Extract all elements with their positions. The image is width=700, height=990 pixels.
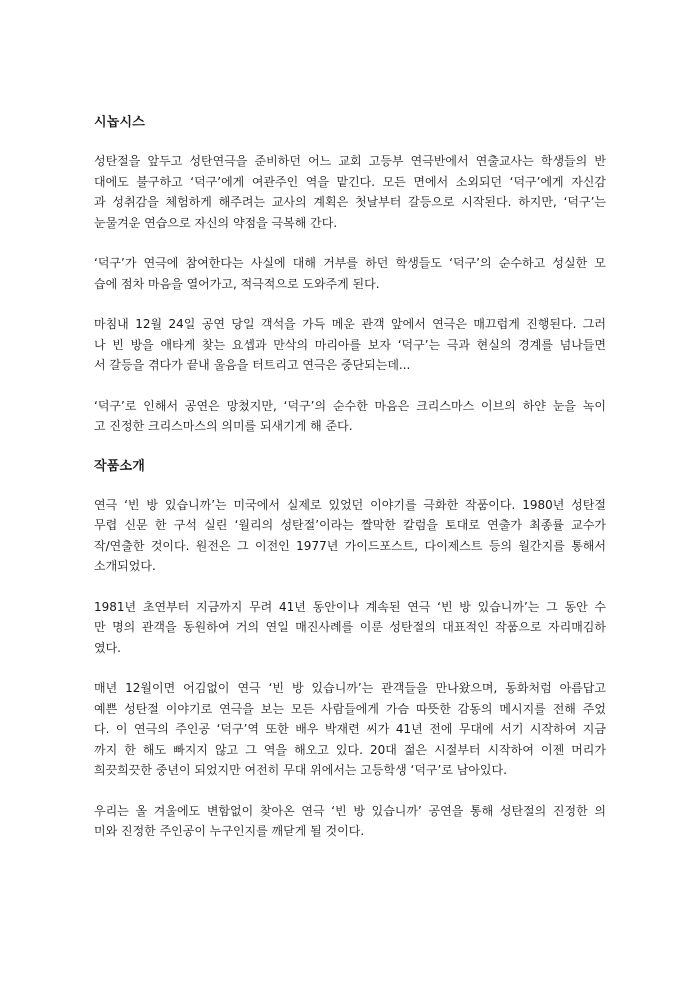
paragraph-line: 과 성취감을 체험하게 해주려는 교사의 계획은 첫날부터 갈등으로 시작된다. 하지만, ‘덕구’는 bbox=[94, 195, 606, 209]
synopsis-paragraph bbox=[94, 253, 606, 294]
paragraph-line: 성탄절을 앞두고 성탄연극을 준비하던 어느 교회 고등부 연극반에서 연출교사는 학생들의 반 bbox=[94, 154, 606, 168]
introduction-paragraph bbox=[94, 495, 606, 577]
introduction-paragraph bbox=[94, 597, 606, 659]
paragraph-line: 1981년 초연부터 지금까지 무려 41년 동안이나 계속된 연극 ‘빈 방 있습니까’는 그 동안 수 bbox=[94, 599, 606, 614]
paragraph-line: 서 갈등을 겪다가 끝내 울음을 터트리고 연극은 중단되는데... bbox=[94, 358, 411, 372]
paragraph-line: 매년 12월이면 어김없이 연극 ‘빈 방 있습니까’는 관객들을 만나왔으며, 동화처럼 아름답고 bbox=[94, 681, 606, 695]
paragraph-line: 무렵 신문 한 구석 실린 ‘월리의 성탄절’이라는 짤막한 칼럼을 토대로 연출가 최종률 교수가 bbox=[94, 518, 606, 532]
paragraph-line: 희끗희끗한 중년이 되었지만 여전히 무대 위에서는 고등학생 ‘덕구’로 남아있다. bbox=[94, 763, 507, 777]
paragraph-line: 눈물겨운 연습으로 자신의 약점을 극복해 간다. bbox=[94, 215, 338, 230]
paragraph-line: 였다. bbox=[94, 640, 121, 655]
paragraph-line: 우리는 올 겨울에도 변함없이 찾아온 연극 ‘빈 방 있습니까’ 공연을 통해 성탄절의 진정한 의 bbox=[94, 803, 606, 818]
paragraph-line: 나 빈 방을 애타게 찾는 요셉과 만삭의 마리아를 보자 ‘덕구’는 극과 현실의 경계를 넘나들면 bbox=[94, 337, 606, 352]
synopsis-body bbox=[94, 151, 606, 437]
paragraph-line: 습에 점차 마음을 열어가고, 적극적으로 도와주게 된다. bbox=[94, 276, 380, 291]
synopsis-heading: 시놉시스 bbox=[94, 115, 146, 130]
synopsis-paragraph bbox=[94, 396, 606, 437]
paragraph-line: 마침내 12월 24일 공연 당일 객석을 가득 메운 관객 앞에서 연극은 매끄럽게 진행된다. 그러 bbox=[94, 317, 606, 331]
paragraph-line: 작/연출한 것이다. 원전은 그 이전인 1977년 가이드포스트, 다이제스트 등의 월간지를 통해서 bbox=[94, 538, 606, 553]
introduction-paragraph bbox=[94, 678, 606, 781]
paragraph-line: 만 명의 관객을 동원하여 거의 연일 매진사례를 이룬 성탄절의 대표적인 작품으로 자리매김하 bbox=[94, 620, 606, 634]
paragraph-line: 예쁜 성탄절 이야기로 연극을 보는 모든 사람들에게 가슴 따뜻한 감동의 메시지를 전해 주었 bbox=[94, 701, 606, 716]
paragraph-line: ‘덕구’로 인해서 공연은 망쳤지만, ‘덕구’의 순수한 마음은 크리스마스 이브의 하얀 눈을 녹이 bbox=[94, 398, 606, 413]
paragraph-line: 까지 한 해도 빠지지 않고 그 역을 해오고 있다. 20대 젊은 시절부터 시작하여 이젠 머리가 bbox=[94, 742, 606, 757]
introduction-body bbox=[94, 495, 606, 842]
paragraph-line: 연극 ‘빈 방 있습니까’는 미국에서 실제로 있었던 이야기를 극화한 작품이다. 1980년 성탄절 bbox=[94, 497, 606, 512]
introduction-section bbox=[94, 457, 606, 842]
paragraph-line: ‘덕구’가 연극에 참여한다는 사실에 대해 거부를 하던 학생들도 ‘덕구’의 순수하고 성실한 모 bbox=[94, 256, 606, 270]
introduction-paragraph bbox=[94, 801, 606, 842]
paragraph-line: 미와 진정한 주인공이 누구인지를 깨닫게 될 것이다. bbox=[94, 824, 365, 838]
paragraph-line: 소개되었다. bbox=[94, 559, 156, 573]
synopsis-section bbox=[94, 113, 606, 437]
paragraph-line: 다. 이 연극의 주인공 ‘덕구’역 또한 배우 박재련 씨가 41년 전에 무대에 서기 시작하여 지금 bbox=[94, 722, 606, 736]
synopsis-paragraph bbox=[94, 314, 606, 376]
synopsis-paragraph bbox=[94, 151, 606, 233]
document-page bbox=[94, 113, 606, 862]
introduction-heading: 작품소개 bbox=[94, 458, 146, 474]
paragraph-line: 고 진정한 크리스마스의 의미를 되새기게 해 준다. bbox=[94, 419, 353, 433]
paragraph-line: 대에도 불구하고 ‘덕구’에게 여관주인 역을 맡긴다. 모든 면에서 소외되던 ‘덕구’에게 자신감 bbox=[94, 174, 606, 189]
